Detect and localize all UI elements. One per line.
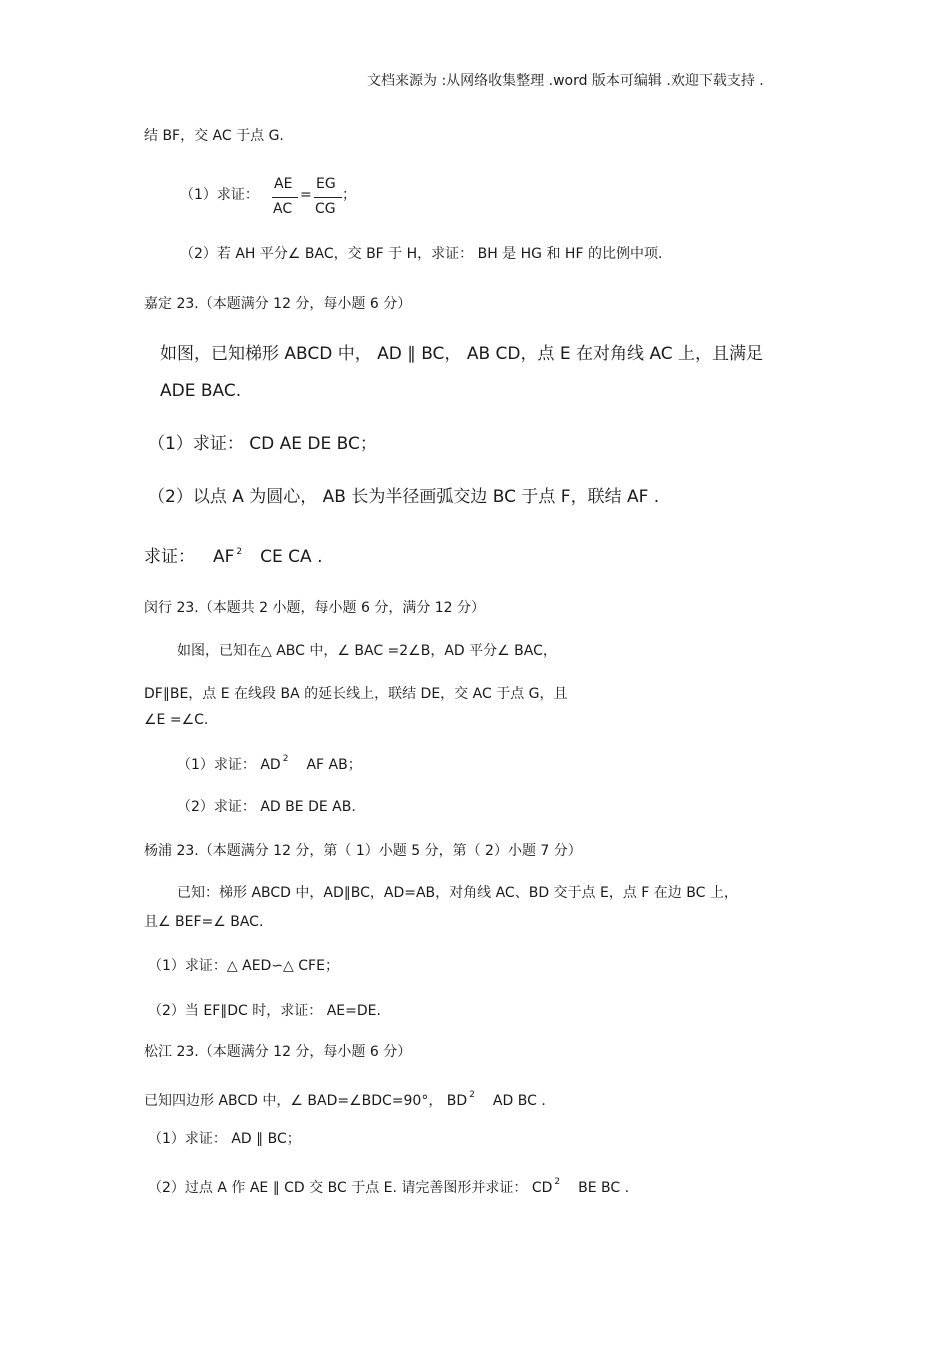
semicolon: ； (342, 187, 356, 203)
text-span: （2）过点 A 作 AE ∥ CD 交 BC 于点 E. 请完善图形并求证： CD (148, 1180, 553, 1196)
superscript: 2 (554, 1177, 561, 1187)
text-line: （1）求证： CD AE DE BC； (148, 434, 377, 454)
section-heading: 嘉定 23.（本题满分 12 分，每小题 6 分） (144, 296, 412, 312)
fraction-bar (272, 197, 298, 198)
text-line: 结 BF，交 AC 于点 G. (144, 128, 284, 144)
fraction-bar (314, 197, 342, 198)
text-line: 如图，已知梯形 ABCD 中， AD ∥ BC， AB CD，点 E 在对角线 AC 上，且满足 (160, 344, 764, 364)
superscript: 2 (469, 1090, 475, 1100)
text-line (144, 548, 322, 569)
page-header: 文档来源为 :从网络收集整理 .word 版本可编辑 .欢迎下载支持 . (367, 73, 764, 89)
text-span: 已知四边形 ABCD 中，∠ BAD=∠BDC=90°， BD (144, 1093, 468, 1109)
text-line: 已知：梯形 ABCD 中，AD∥BC，AD=AB，对角线 AC、BD 交于点 E，点 F 在边 BC 上， (177, 885, 738, 901)
text-span: （1）求证： AD (177, 757, 281, 773)
text-span: AF (213, 547, 235, 567)
text-line: 且∠ BEF=∠ BAC. (144, 914, 264, 930)
text-line: （2）以点 A 为圆心， AB 长为半径画弧交边 BC 于点 F，联结 AF . (148, 487, 660, 507)
text-line (148, 1179, 629, 1199)
text-line (144, 1092, 546, 1112)
denominator: CG (315, 201, 336, 217)
text-line: （1）求证： AD ∥ BC； (148, 1131, 301, 1147)
text-line: （2）求证： AD BE DE AB. (177, 799, 356, 815)
text-line: （1）求证：△ AED∽△ CFE； (148, 958, 339, 974)
numerator: AE (274, 176, 293, 192)
section-heading: 松江 23.（本题满分 12 分，每小题 6 分） (144, 1044, 412, 1060)
text-line: 如图，已知在△ ABC 中，∠ BAC =2∠B，AD 平分∠ BAC， (177, 643, 557, 659)
text-line: （2）当 EF∥DC 时，求证： AE=DE. (148, 1003, 381, 1019)
denominator: AC (273, 201, 293, 217)
text-span: 求证： (144, 547, 195, 567)
text-line: （2）若 AH 平分∠ BAC，交 BF 于 H，求证： BH 是 HG 和 HF 的比例中项. (180, 246, 663, 262)
text-span: AF AB； (306, 757, 362, 773)
numerator: EG (316, 176, 336, 192)
superscript: 2 (236, 547, 243, 557)
text-span: CE CA . (260, 547, 323, 567)
text-line: ADE BAC. (160, 381, 242, 401)
text-span: BE BC . (578, 1180, 630, 1196)
section-heading: 闵行 23.（本题共 2 小题，每小题 6 分，满分 12 分） (144, 600, 486, 616)
equals-sign: = (300, 187, 312, 203)
text-line (177, 756, 362, 776)
superscript: 2 (282, 754, 289, 764)
text-line: （1）求证： (180, 187, 259, 203)
text-line: DF∥BE，点 E 在线段 BA 的延长线上，联结 DE，交 AC 于点 G，且 (144, 686, 568, 702)
section-heading: 杨浦 23.（本题满分 12 分，第（ 1）小题 5 分，第（ 2）小题 7 分） (144, 843, 582, 859)
text-line: ∠E =∠C. (144, 712, 209, 728)
text-span: AD BC . (492, 1093, 546, 1109)
